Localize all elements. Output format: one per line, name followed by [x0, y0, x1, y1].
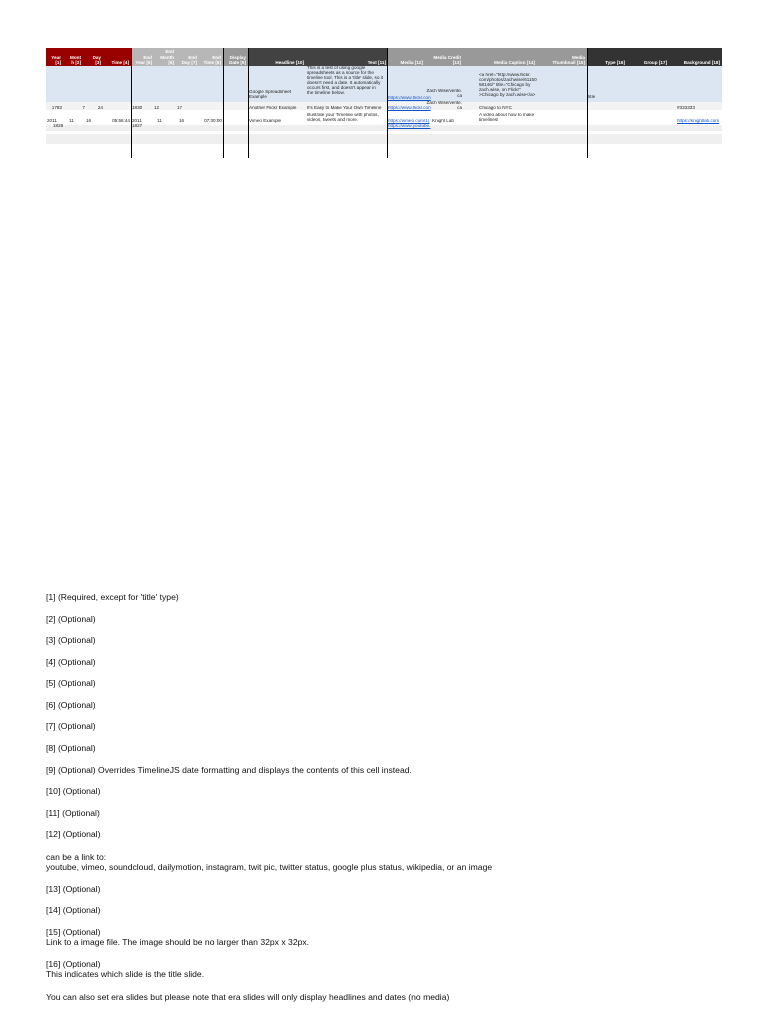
header-group[interactable]: Group [17]: [627, 48, 669, 66]
cell-background[interactable]: #333333: [677, 106, 695, 110]
cell-text[interactable]: This is a test of using google spreadsheets as a source for the timeline tool. This is a 'title' slide, so it doesn't need a date. It automatically occurs first, and doesn't appear in the timeline below.: [307, 66, 383, 95]
footnote: [3] (Optional): [46, 635, 96, 645]
header-time[interactable]: Time [4]: [103, 48, 131, 66]
cell-year[interactable]: 2011: [47, 119, 57, 123]
cell-month[interactable]: 11: [69, 119, 74, 123]
footnote: [4] (Optional): [46, 657, 96, 667]
cell-media-link[interactable]: https://vimeo.com/1(: [388, 119, 430, 123]
column-divider: [223, 48, 224, 158]
column-divider: [248, 48, 249, 158]
footnote: [1] (Required, except for 'title' type): [46, 592, 179, 602]
footnote: can be a link to: youtube, vimeo, soundcloud, dailymotion, instagram, twit pic, twitter status, google plus status, wikipedia, or an image: [46, 852, 493, 873]
footnote: [10] (Optional): [46, 786, 101, 796]
cell-headline[interactable]: Google Spreadsheet Example: [249, 90, 292, 99]
column-divider: [131, 48, 132, 158]
cell-end-month[interactable]: 12: [154, 106, 160, 110]
cell-media-credit[interactable]: Knight Lab: [432, 119, 454, 123]
header-type[interactable]: Type [16]: [587, 48, 627, 66]
cell-end-day[interactable]: 16: [179, 119, 185, 123]
cell-media-link[interactable]: https://www.youtube.: [388, 124, 431, 128]
cell-media-credit[interactable]: Zach Wise/verite. ca: [426, 89, 462, 98]
footnote: [12] (Optional): [46, 829, 101, 839]
header-media-caption[interactable]: Media Caption [14]: [463, 48, 537, 66]
header-day[interactable]: Day [3]: [83, 48, 103, 66]
column-divider: [387, 48, 388, 158]
column-divider: [587, 48, 588, 158]
cell-end-month[interactable]: 11: [157, 119, 162, 123]
footnote: [16] (Optional) This indicates which slide is the title slide.: [46, 959, 205, 980]
cell-end-year[interactable]: 2011: [132, 119, 142, 123]
header-text[interactable]: Text [11]: [306, 48, 388, 66]
footnote: [6] (Optional): [46, 700, 96, 710]
footnote: [14] (Optional): [46, 905, 101, 915]
header-background[interactable]: Background [18]: [669, 48, 722, 66]
cell-day[interactable]: 24: [97, 106, 103, 110]
footnote: [2] (Optional): [46, 614, 96, 624]
cell-year[interactable]: 1828: [53, 124, 64, 128]
footnote: [7] (Optional): [46, 721, 96, 731]
footnote: [15] (Optional) Link to a image file. The image should be no larger than 32px x 32px.: [46, 927, 310, 948]
cell-end-year[interactable]: 1830: [132, 106, 143, 110]
header-headline[interactable]: Headline [10]: [248, 48, 306, 66]
header-end-time[interactable]: End Time [8]: [199, 48, 223, 66]
cell-headline[interactable]: Another Flickr Example: [249, 106, 297, 110]
cell-year[interactable]: 1783: [51, 106, 62, 110]
header-end-day[interactable]: End Day [7]: [176, 48, 199, 66]
cell-media-caption[interactable]: A video about how to make timelines!: [479, 113, 535, 122]
header-end-year[interactable]: End Year [5]: [131, 48, 154, 66]
footnote: You can also set era slides but please note that era slides will only display headlines and dates (no media): [46, 992, 450, 1002]
footnote: [8] (Optional): [46, 743, 96, 753]
header-media[interactable]: Media [12]: [388, 48, 425, 66]
footnote: [5] (Optional): [46, 678, 96, 688]
footnote: [13] (Optional): [46, 884, 101, 894]
footnote: [11] (Optional): [46, 808, 100, 818]
cell-end-time[interactable]: 07:30:00: [204, 119, 222, 123]
timeline-spreadsheet: [46, 48, 722, 158]
cell-day[interactable]: 16: [86, 119, 92, 123]
cell-end-day[interactable]: 17: [177, 106, 183, 110]
header-display-date[interactable]: Display Date [9]: [223, 48, 248, 66]
cell-background[interactable]: https://knightlab.com: [677, 119, 720, 123]
row-band: [46, 140, 722, 144]
header-end-month[interactable]: End Month [6]: [154, 48, 176, 66]
header-month[interactable]: Mont h [2]: [63, 48, 83, 66]
header-media-credit[interactable]: Media Credit [13]: [425, 48, 463, 66]
header-media-thumbnail[interactable]: Media Thumbnail [15]: [537, 48, 587, 66]
cell-media-caption[interactable]: Chicago to NYC: [479, 106, 512, 110]
cell-type[interactable]: title: [588, 95, 596, 99]
cell-headline[interactable]: Vimeo Example: [249, 119, 282, 123]
cell-media-credit[interactable]: Zach Wise/verite. ca: [426, 101, 462, 110]
cell-text[interactable]: Illustrate your Timeline with photos, videos, tweets and more.: [307, 113, 379, 122]
cell-time[interactable]: 05:58:44: [112, 119, 130, 123]
cell-media-link[interactable]: https://www.flickr.con: [388, 96, 431, 100]
header-year[interactable]: Year [1]: [46, 48, 63, 66]
cell-end-year[interactable]: 1827: [132, 124, 143, 128]
cell-month[interactable]: 7: [82, 106, 85, 110]
cell-text[interactable]: It's Easy to Make Your Own Timeline: [307, 106, 382, 110]
cell-media-link[interactable]: https://www.flickr.con: [388, 106, 431, 110]
footnote: [9] (Optional) Overrides TimelineJS date formatting and displays the contents of this cell instead.: [46, 765, 412, 775]
cell-media-caption[interactable]: <a href="http://www.flickr. com/photos/zachwise/61150 58146/" title="Chicago by zach.wise, on Flickr" >Chicago by zach.wise</a>: [479, 73, 537, 97]
